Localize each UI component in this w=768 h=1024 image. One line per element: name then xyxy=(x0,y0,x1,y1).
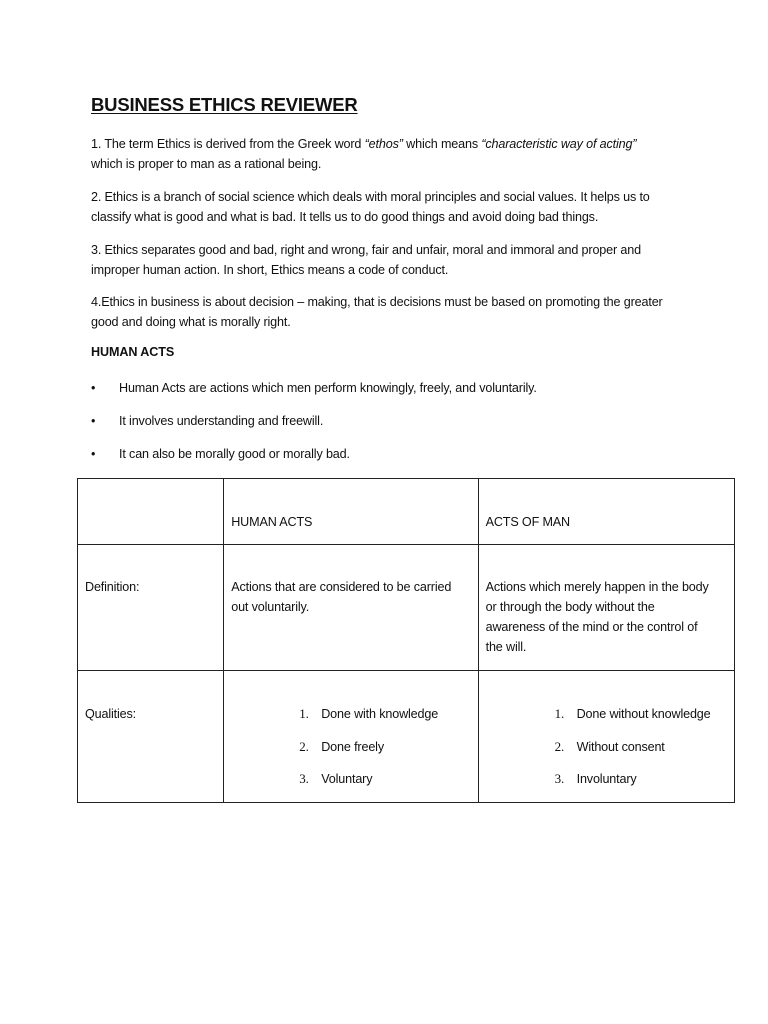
table-row xyxy=(78,545,735,671)
bullet-text: It involves understanding and freewill. xyxy=(119,414,324,428)
quality-text: Done with knowledge xyxy=(321,707,439,721)
greek-word-ethos: “ethos” xyxy=(364,137,403,151)
qualities-human-acts xyxy=(224,671,477,789)
list-number: 2. xyxy=(299,738,309,754)
ethos-meaning: “characteristic way of acting” xyxy=(481,137,637,151)
quality-text: Done without knowledge xyxy=(576,707,711,721)
paragraph-4 xyxy=(91,292,691,332)
definition-label-cell xyxy=(78,545,224,671)
header-human-acts: HUMAN ACTS xyxy=(231,515,313,529)
qualities-human-acts-cell xyxy=(224,671,478,803)
quality-text: Without consent xyxy=(576,739,665,754)
paragraph-1-text-middle: which means xyxy=(402,137,482,151)
paragraph-2-line-2: classify what is good and what is bad. It tells us to do good things and avoid doing bad things. xyxy=(91,210,599,224)
bullet-icon: • xyxy=(91,414,96,428)
header-cell-human-acts xyxy=(224,479,478,545)
definition-human-acts xyxy=(224,545,477,617)
bullet-icon: • xyxy=(91,447,96,461)
header-acts-of-man: ACTS OF MAN xyxy=(485,515,571,529)
definition-acts-of-man-line: the will. xyxy=(485,640,527,654)
header-empty-text xyxy=(78,479,223,512)
paragraph-3-line-2: improper human action. In short, Ethics means a code of conduct. xyxy=(91,263,449,277)
definition-human-acts-line: Actions that are considered to be carried xyxy=(231,580,452,594)
paragraph-3 xyxy=(91,240,691,280)
comparison-table xyxy=(77,478,735,803)
table-header-row xyxy=(78,479,735,545)
human-acts-qualities-list xyxy=(299,704,471,789)
list-item xyxy=(299,769,471,789)
paragraph-3-line-1: 3. Ethics separates good and bad, right and wrong, fair and unfair, moral and immoral and proper and xyxy=(91,243,641,257)
definition-human-acts-line: out voluntarily. xyxy=(231,600,310,614)
definition-acts-of-man-line: or through the body without the xyxy=(485,600,655,614)
definition-human-acts-cell xyxy=(224,545,478,671)
definition-acts-of-man xyxy=(479,545,734,657)
definition-label: Definition: xyxy=(85,580,140,594)
bullet-text: Human Acts are actions which men perform knowingly, freely, and voluntarily. xyxy=(119,381,537,395)
acts-of-man-qualities-list xyxy=(555,704,728,789)
bullet-icon: • xyxy=(91,381,96,395)
list-item xyxy=(555,769,728,789)
quality-text: Involuntary xyxy=(576,772,637,786)
quality-text: Done freely xyxy=(321,739,384,754)
qualities-label: Qualities: xyxy=(85,707,136,721)
list-item xyxy=(299,737,471,757)
list-number: 3. xyxy=(554,771,565,786)
paragraph-4-line-2: good and doing what is morally right. xyxy=(91,315,291,329)
header-cell-empty xyxy=(78,479,224,545)
list-number: 1. xyxy=(299,706,309,721)
paragraph-1-text: 1. The term Ethics is derived from the Greek word xyxy=(91,137,365,151)
table-row xyxy=(78,671,735,803)
definition-acts-of-man-cell xyxy=(478,545,734,671)
list-number: 2. xyxy=(554,738,565,754)
paragraph-2 xyxy=(91,187,691,227)
list-number: 3. xyxy=(299,771,309,786)
list-item xyxy=(299,704,471,724)
definition-acts-of-man-line: awareness of the mind or the control of xyxy=(485,620,698,634)
paragraph-1 xyxy=(91,134,691,174)
list-number: 1. xyxy=(554,706,565,721)
paragraph-2-line-1: 2. Ethics is a branch of social science which deals with moral principles and social values. It helps us to xyxy=(91,190,650,204)
document-title: BUSINESS ETHICS REVIEWER xyxy=(91,94,358,115)
header-cell-acts-of-man xyxy=(478,479,734,545)
paragraph-1-line-1 xyxy=(91,134,691,154)
paragraph-1-line-2: which is proper to man as a rational being. xyxy=(91,157,322,171)
paragraph-4-line-1: 4.Ethics in business is about decision – making, that is decisions must be based on promoting the greater xyxy=(91,295,663,309)
quality-text: Voluntary xyxy=(321,772,373,786)
qualities-label-cell xyxy=(78,671,224,803)
list-item xyxy=(555,704,728,724)
list-item xyxy=(555,737,728,757)
qualities-acts-of-man-cell xyxy=(478,671,734,803)
definition-acts-of-man-line: Actions which merely happen in the body xyxy=(485,580,709,594)
section-heading-human-acts: HUMAN ACTS xyxy=(91,345,175,359)
bullet-text: It can also be morally good or morally bad. xyxy=(119,447,350,461)
qualities-acts-of-man xyxy=(479,671,734,789)
